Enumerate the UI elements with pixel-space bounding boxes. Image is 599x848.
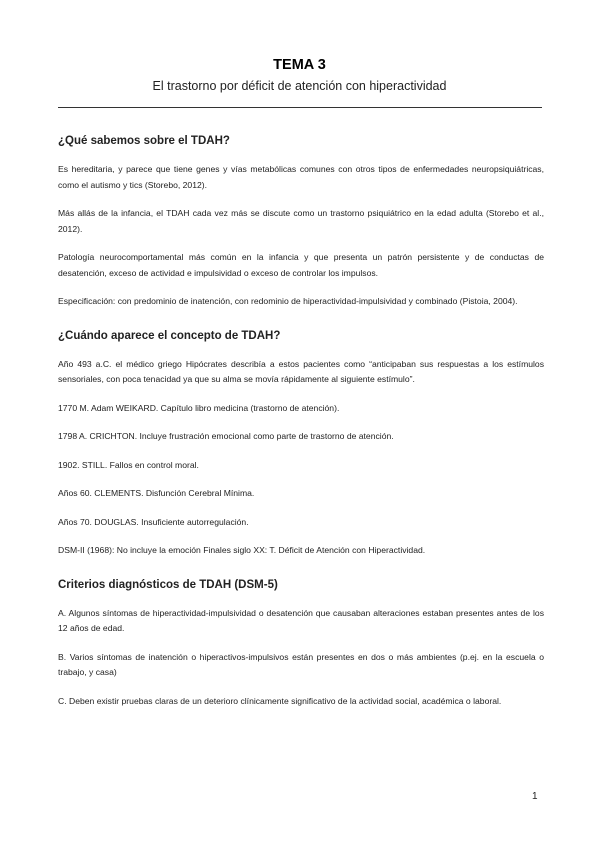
title-divider [58, 107, 542, 108]
paragraph: Es hereditaria, y parece que tiene genes y vías metabólicas comunes con otros tipos de enfermedades neuropsiquiátricas, como el autismo y tics (Storebo, 2012). [58, 164, 544, 190]
document-body [58, 134, 544, 709]
paragraph: A. Algunos síntomas de hiperactividad-impulsividad o desatención que causaban alteraciones estaban presentes antes de los 12 años de edad. [58, 607, 544, 633]
paragraph: 1770 M. Adam WEIKARD. Capítulo libro medicina (trastorno de atención). [58, 402, 340, 413]
paragraph: Año 493 a.C. el médico griego Hipócrates describía a estos pacientes como “anticipaban sus respuestas a los estímulos sensoriales, con poca tenacidad ya que su alma se movía rápidamente al siguiente estímulo”. [58, 358, 544, 384]
paragraph: Más allás de la infancia, el TDAH cada vez más se discute como un trastorno psiquiátrico en la edad adulta (Storebo et al., 2012). [58, 208, 544, 234]
section-heading: ¿Cuándo aparece el concepto de TDAH? [58, 329, 281, 342]
paragraph: B. Varios síntomas de inatención o hiperactivos-impulsivos están presentes en dos o más ambientes (p.ej. en la escuela o trabajo, y casa) [58, 651, 544, 677]
page-title: TEMA 3 [273, 57, 326, 73]
paragraph: 1798 A. CRICHTON. Incluye frustración emocional como parte de trastorno de atención. [58, 431, 394, 441]
section-heading: ¿Qué sabemos sobre el TDAH? [58, 135, 230, 147]
paragraph: C. Deben existir pruebas claras de un deterioro clínicamente significativo de la actividad social, académica o laboral. [58, 695, 502, 706]
paragraph: Años 60. CLEMENTS. Disfunción Cerebral Mínima. [58, 488, 255, 498]
paragraph: Especificación: con predominio de inatención, con redominio de hiperactividad-impulsividad y combinado (Pistoia, 2004). [58, 296, 518, 306]
section-heading: Criterios diagnósticos de TDAH (DSM-5) [58, 578, 278, 591]
paragraph: DSM-II (1968): No incluye la emoción Finales siglo XX: T. Déficit de Atención con Hiperactividad. [58, 545, 426, 555]
paragraph: Patología neurocomportamental más común en la infancia y que presenta un patrón persistente y de conductas de desatención, exceso de actividad e impulsividad o exceso de controlar los impulsos. [58, 252, 544, 278]
page-number: 1 [532, 791, 538, 802]
paragraph: Años 70. DOUGLAS. Insuficiente autorregulación. [58, 516, 249, 527]
paragraph: 1902. STILL. Fallos en control moral. [58, 459, 199, 470]
page-subtitle: El trastorno por déficit de atención con hiperactividad [152, 79, 447, 93]
